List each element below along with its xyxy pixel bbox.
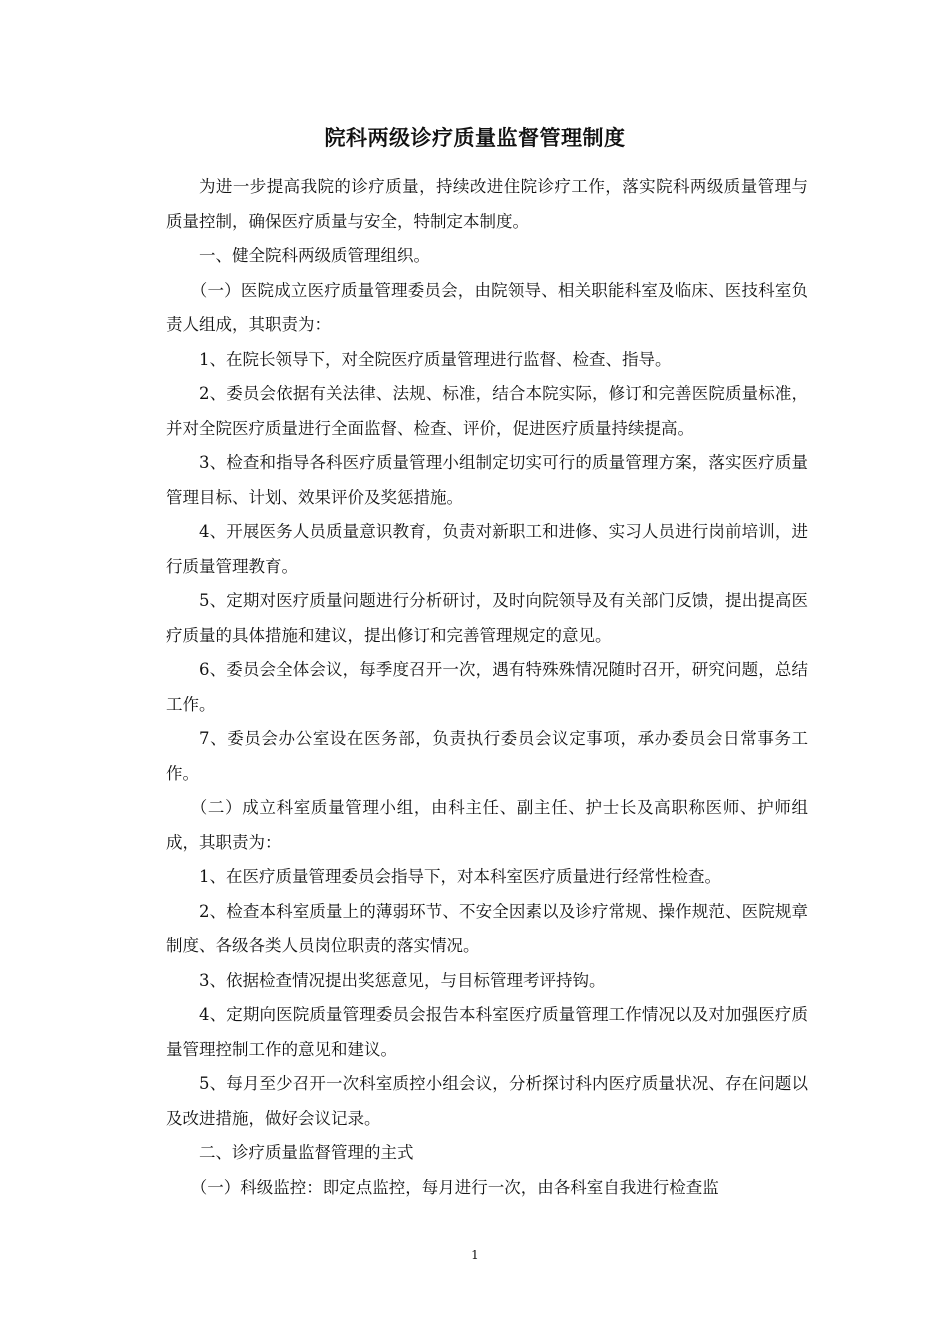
list-item: 3、依据检查情况提出奖惩意见，与目标管理考评持钩。	[199, 970, 606, 990]
document-body	[166, 170, 808, 1205]
subsection-heading-1-2: （二）成立科室质量管理小组，由科主任、副主任、护士长及高职称医师、护师组成，其职责为：	[166, 798, 808, 852]
subsection-heading-2-1: （一）科级监控：即定点监控，每月进行一次，由各科室自我进行检查监	[190, 1177, 719, 1197]
list-item: 6、委员会全体会议，每季度召开一次，遇有特殊殊情况随时召开，研究问题，总结工作。	[166, 660, 808, 714]
section-heading-1: 一、健全院科两级质管理组织。	[199, 246, 430, 265]
list-item: 2、检查本科室质量上的薄弱环节、不安全因素以及诊疗常规、操作规范、医院规章制度、各级各类人员岗位职责的落实情况。	[166, 901, 808, 955]
list-item: 5、每月至少召开一次科室质控小组会议，分析探讨科内医疗质量状况、存在问题以及改进措施，做好会议记录。	[166, 1074, 808, 1128]
list-item: 1、在医疗质量管理委员会指导下，对本科室医疗质量进行经常性检查。	[199, 867, 721, 886]
page-number: 1	[471, 1248, 479, 1262]
document-title: 院科两级诊疗质量监督管理制度	[324, 125, 626, 150]
list-item: 1、在院长领导下，对全院医疗质量管理进行监督、检查、指导。	[199, 349, 672, 369]
subsection-heading-1-1: （一）医院成立医疗质量管理委员会，由院领导、相关职能科室及临床、医技科室负责人组成，其职责为：	[166, 280, 808, 334]
paragraph-intro: 为进一步提高我院的诊疗质量，持续改进住院诊疗工作，落实院科两级质量管理与质量控制，确保医疗质量与安全，特制定本制度。	[166, 177, 808, 231]
list-item: 7、委员会办公室设在医务部，负责执行委员会议定事项，承办委员会日常事务工作。	[166, 729, 808, 783]
list-item: 4、定期向医院质量管理委员会报告本科室医疗质量管理工作情况以及对加强医疗质量管理控制工作的意见和建议。	[166, 1005, 808, 1059]
list-item: 3、检查和指导各科医疗质量管理小组制定切实可行的质量管理方案，落实医疗质量管理目标、计划、效果评价及奖惩措施。	[166, 453, 808, 507]
list-item: 4、开展医务人员质量意识教育，负责对新职工和进修、实习人员进行岗前培训，进行质量管理教育。	[166, 522, 808, 576]
list-item: 2、委员会依据有关法律、法规、标准，结合本院实际，修订和完善医院质量标准，并对全院医疗质量进行全面监督、检查、评价，促进医疗质量持续提高。	[166, 384, 808, 438]
section-heading-2: 二、诊疗质量监督管理的主式	[199, 1143, 414, 1162]
list-item: 5、定期对医疗质量问题进行分析研讨，及时向院领导及有关部门反馈，提出提高医疗质量的具体措施和建议，提出修订和完善管理规定的意见。	[166, 591, 808, 645]
